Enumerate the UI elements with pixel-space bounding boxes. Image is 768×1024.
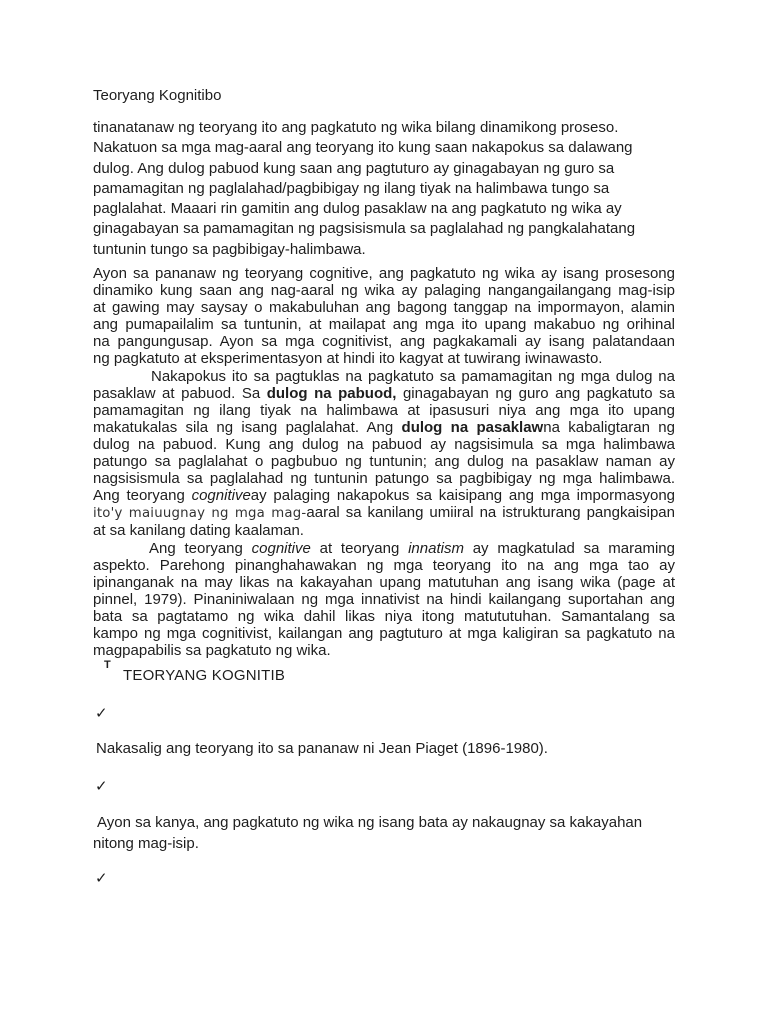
p2-line: kampo ng mga cognitivist, kailangan ang pagtuturo at mga kaligiran sa pagkatuto na [93,624,675,642]
p2-line: Nakapokus ito sa pagtuklas na pagkatuto sa pamamagitan ng mga dulog na [151,367,675,385]
p2-line [93,419,675,436]
text-run: ay palaging nakapokus sa kaisipang ang mga impormasyong [250,487,676,505]
text-run: ay magkatulad sa maraming [472,539,675,557]
p2-line: ang pumapailalim sa tuntunin, at mailapat ang mga ito upang makabuo ng orihinal [93,316,675,334]
p2-line [93,487,675,504]
text-run: ginagabayan ng guro ang pagkatuto sa [402,384,675,402]
bold-term-pabuod: dulog na pabuod, [266,384,397,402]
p2-line [93,385,675,402]
p2-line [93,504,675,522]
italic-term-cognitive: cognitive [251,539,311,557]
p2-line: at gawing may saysay o makabuluhan ang bagong tanggap na impormayon, alamin [93,299,675,317]
p2-line: at sa kanilang dating kaalaman. [93,522,304,540]
paragraph-2 [93,265,675,659]
text-run: aaral sa kanilang umiiral na istrukturang pangkaisipan [306,504,675,522]
p1-line: paglalahat. Maaari rin gamitin ang dulog pasaklaw na ang pagkatuto ng wika ay [93,200,622,218]
checkmark-icon: ✓ [95,705,108,722]
paragraph-1 [93,118,683,260]
p2-line: dinamiko kung saan ang nag-aaral ng wika ay palaging nangangailangang mag-isip [93,282,675,300]
p1-line: tinanatanaw ng teoryang ito ang pagkatuto ng wika bilang dinamikong proseso. [93,119,619,136]
italic-term-innatism: innatism [408,539,464,557]
bold-term-pasaklaw: dulog na pasaklaw [401,418,544,436]
p2-line: patungo sa paglalahat o pagbubuo ng tuntunin; ang dulog na pasaklaw naman ay [93,453,675,471]
bullet-text [93,812,693,854]
checkmark-icon: ✓ [95,778,108,795]
p2-line: dulog na pabuod. Kung ang dulog na pabuod ay nagsisimula sa mga halimbawa [93,435,675,453]
document-title: Teoryang Kognitibo [93,87,222,104]
bullet-line: nitong mag-isip. [93,835,199,852]
p1-line: tuntunin tungo sa pagbibigay-halimbawa. [93,240,366,258]
p1-line: pamamagitan ng paglalahad/pagbibigay ng ilang tiyak na halimbawa tungo sa [93,179,610,197]
p1-line: Nakatuon sa mga mag-aaral ang teoryang ito kung saan nakapokus sa dalawang [93,139,633,157]
text-run: at teoryang [319,539,400,557]
p1-line: ginagabayan sa pamamagitan ng pagsisismula sa paglalahad ng pangkalahatang [93,220,636,238]
t-marker: T [104,659,111,671]
italic-term-cognitive: cognitive [191,487,251,505]
text-run: pasaklaw at pabuod. Sa [93,384,261,402]
text-run: Ang teoryang [149,539,243,557]
checkmark-icon: ✓ [95,870,108,887]
p2-line: pamamagitan ng ilang tiyak na halimbawa at ipasusuri niya ang mga ito upang [93,401,675,419]
section-heading: TEORYANG KOGNITIB [123,667,286,684]
p2-line: ipinanganak na may likas na kakayahan upang matutuhan ang isang wika (page at [93,573,675,591]
p2-line: magpapabilis sa pagkatuto ng wika. [93,642,331,660]
p2-line [93,540,675,557]
p2-line: nagsisismula sa paglalahad ng tuntunin patungo sa pagbibigay ng mga halimbawa. [93,470,675,488]
text-run-mono: ito'y maiuugnay ng mga mag- [93,506,307,522]
p2-line: bata sa pagtatamo ng wika dahil likas niya itong matututuhan. Samantalang sa [93,607,675,625]
bullet-line: Ayon sa kanya, ang pagkatuto ng wika ng isang bata ay nakaugnay sa kakayahan [97,814,643,831]
bullet-text: Nakasalig ang teoryang ito sa pananaw ni Jean Piaget (1896-1980). [96,740,548,757]
text-run: na kabaligtaran ng [543,418,675,436]
p1-line: dulog. Ang dulog pabuod kung saan ang pagtuturo ay ginagabayan ng guro sa [93,159,615,177]
p2-line: aspekto. Parehong pinanghahawakan ng mga teoryang ito na ang mga tao ay [93,556,675,574]
p2-line: pinnel, 1979). Pinaniniwalaan ng mga innativist na hindi kailangang suportahan ang [93,590,675,608]
p2-line: ng pagkatuto at eksperimentasyon at hindi ito kagyat at tuwirang iwinawasto. [93,350,603,368]
text-run: makatukalas sila ng isang paglalahat. Ang [93,418,394,436]
p2-line: Ayon sa pananaw ng teoryang cognitive, ang pagkatuto ng wika ay isang prosesong [93,265,675,282]
p2-line: na pangungusap. Ayon sa mga cognitivist, ang pagkakamali ay isang palatandaan [93,333,675,351]
text-run: Ang teoryang [93,487,185,505]
